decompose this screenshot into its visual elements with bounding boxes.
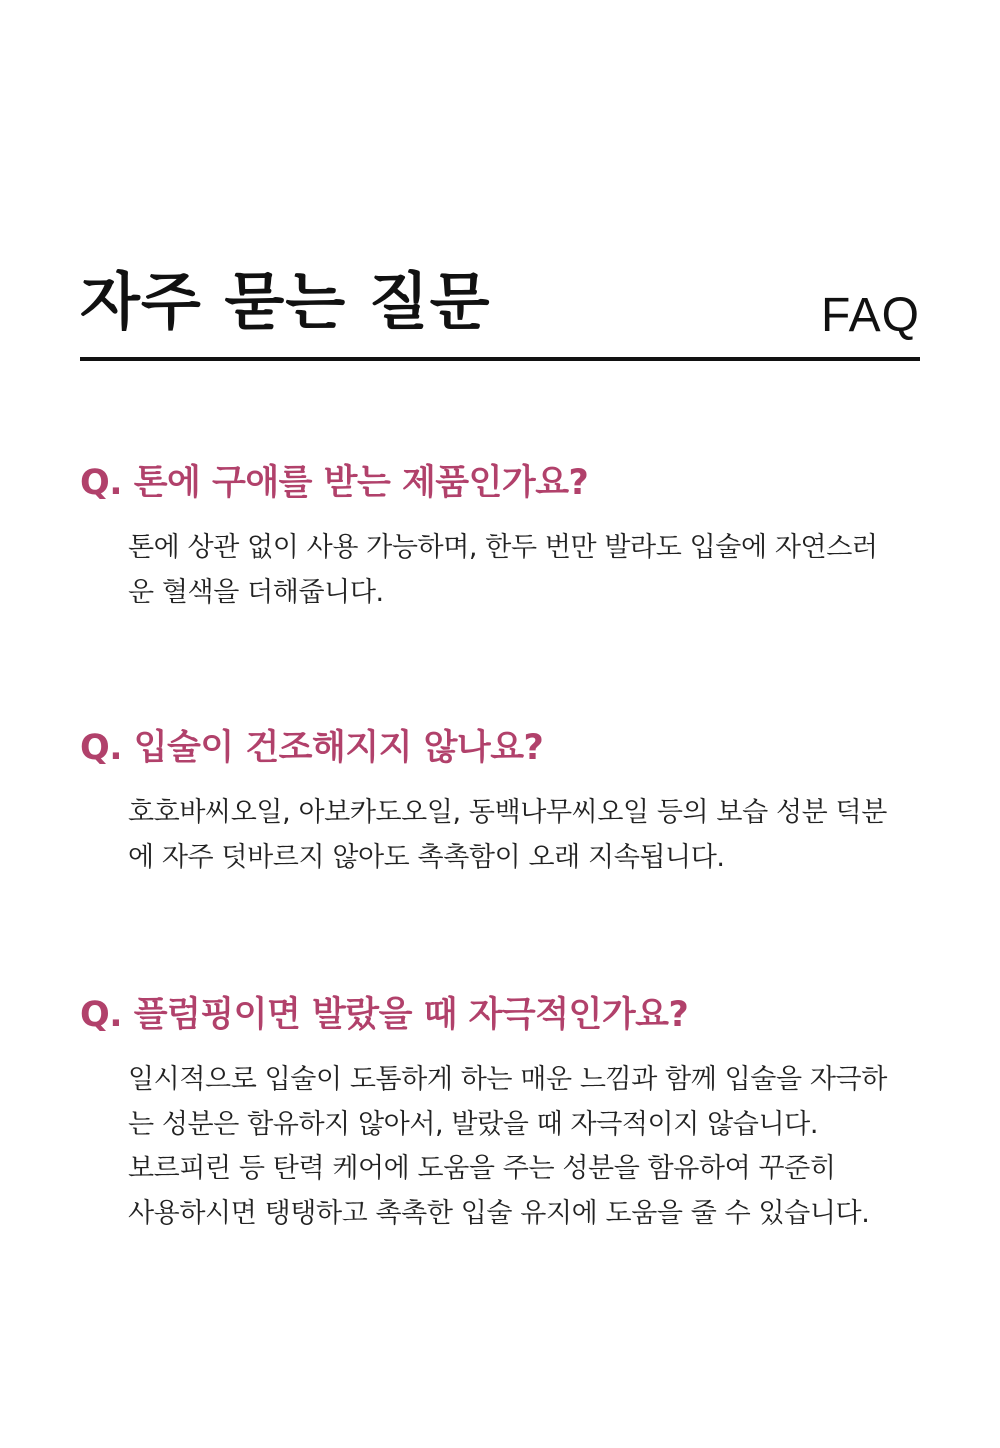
- page-title: 자주 묻는 질문: [80, 265, 491, 338]
- faq-answer-line: 운 혈색을 더해줍니다.: [128, 576, 384, 608]
- faq-item: [80, 723, 920, 880]
- faq-question: Q. 입술이 건조해지지 않나요?: [80, 728, 544, 768]
- faq-answer-line: 에 자주 덧바르지 않아도 촉촉함이 오래 지속됩니다.: [128, 841, 725, 873]
- faq-answer-line: 는 성분은 함유하지 않아서, 발랐을 때 자극적이지 않습니다.: [128, 1108, 819, 1140]
- faq-answer-line: 사용하시면 탱탱하고 촉촉한 입술 유지에 도움을 줄 수 있습니다.: [128, 1197, 870, 1229]
- faq-item: [80, 990, 920, 1236]
- header-divider: [80, 357, 920, 361]
- faq-header: [80, 262, 920, 362]
- faq-answer: [80, 791, 920, 880]
- faq-answer-line: 호호바씨오일, 아보카도오일, 동백나무씨오일 등의 보습 성분 덕분: [128, 797, 887, 828]
- faq-answer: [80, 1058, 920, 1236]
- faq-label: FAQ: [820, 289, 920, 342]
- faq-question: Q. 톤에 구애를 받는 제품인가요?: [80, 463, 589, 503]
- faq-answer: [80, 526, 920, 615]
- faq-question: Q. 플럼핑이면 발랐을 때 자극적인가요?: [80, 995, 689, 1035]
- faq-answer-line: 보르피린 등 탄력 케어에 도움을 주는 성분을 함유하여 꾸준히: [128, 1153, 836, 1184]
- faq-item: [80, 458, 920, 615]
- faq-answer-line: 톤에 상관 없이 사용 가능하며, 한두 번만 발라도 입술에 자연스러: [128, 532, 878, 563]
- faq-answer-line: 일시적으로 입술이 도톰하게 하는 매운 느낌과 함께 입술을 자극하: [128, 1064, 887, 1095]
